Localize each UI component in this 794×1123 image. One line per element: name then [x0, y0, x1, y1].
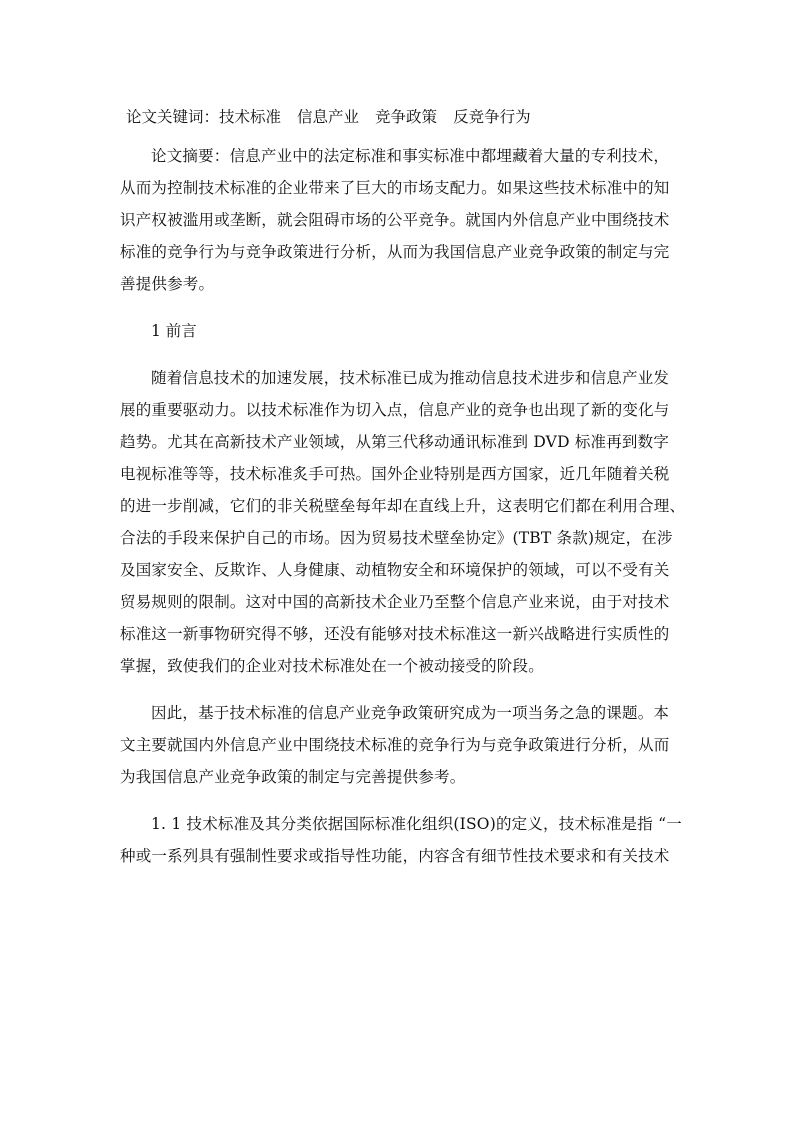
paragraph-line: 标准这一新事物研究得不够，还没有能够对技术标准这一新兴战略进行实质性的: [120, 625, 670, 643]
paragraph-line: 及国家安全、反欺诈、人身健康、动植物安全和环境保护的领域，可以不受有关: [120, 561, 670, 579]
keyword-item: 竞争政策: [375, 108, 438, 126]
paragraph-line: 合法的手段来保护自己的市场。因为贸易技术壁垒协定》(TBT 条款)规定，在涉: [120, 529, 673, 547]
keyword-item: 反竞争行为: [453, 108, 531, 126]
paragraph-line: 因此，基于技术标准的信息产业竞争政策研究成为一项当务之急的课题。本: [151, 704, 670, 722]
body-paragraph: [120, 808, 682, 872]
abstract-line: 从而为控制技术标准的企业带来了巨大的市场支配力。如果这些技术标准中的知: [120, 179, 670, 197]
paragraph-line: 的进一步削减，它们的非关税壁垒每年却在直线上升，这表明它们都在利用合理、: [120, 497, 686, 515]
body-paragraph: [120, 362, 686, 682]
keyword-item: 信息产业: [297, 108, 360, 126]
abstract-line: 识产权被滥用或垄断，就会阻碍市场的公平竞争。就国内外信息产业中围绕技术: [120, 211, 670, 229]
paragraph-line: 为我国信息产业竞争政策的制定与完善提供参考。: [120, 768, 466, 786]
paragraph-line: 种或一系列具有强制性要求或指导性功能，内容含有细节性技术要求和有关技术: [120, 847, 670, 865]
keyword-item: 技术标准: [219, 108, 282, 126]
paragraph-line: 贸易规则的限制。这对中国的高新技术企业乃至整个信息产业来说，由于对技术: [120, 593, 670, 611]
paragraph-line: 随着信息技术的加速发展，技术标准已成为推动信息技术进步和信息产业发: [151, 369, 670, 387]
keywords-label: 论文关键词：: [126, 108, 220, 126]
paragraph-line: 展的重要驱动力。以技术标准作为切入点，信息产业的竞争也出现了新的变化与: [120, 401, 670, 419]
abstract-line: 论文摘要：信息产业中的法定标准和事实标准中都埋藏着大量的专利技术，: [151, 147, 670, 165]
keywords-line: [126, 100, 682, 134]
abstract-line: 标准的竞争行为与竞争政策进行分析，从而为我国信息产业竞争政策的制定与完: [120, 243, 670, 261]
paragraph-line: 掌握，致使我们的企业对技术标准处在一个被动接受的阶段。: [120, 657, 544, 675]
paragraph-line: 趋势。尤其在高新技术产业领域，从第三代移动通讯标准到 DVD 标准再到数字: [120, 433, 670, 451]
abstract-paragraph: [120, 140, 682, 300]
paragraph-line: 1. 1 技术标准及其分类依据国际标准化组织(ISO)的定义，技术标准是指 “一: [151, 815, 682, 833]
paragraph-line: 文主要就国内外信息产业中围绕技术标准的竞争行为与竞争政策进行分析，从而: [120, 736, 670, 754]
section-heading: [120, 315, 682, 347]
document-body: [120, 100, 686, 887]
section-heading-text: 1 前言: [151, 322, 197, 340]
body-paragraph: [120, 697, 682, 793]
abstract-line: 善提供参考。: [120, 275, 215, 293]
paragraph-line: 电视标准等等，技术标准炙手可热。国外企业特别是西方国家，近几年随着关税: [120, 465, 670, 483]
